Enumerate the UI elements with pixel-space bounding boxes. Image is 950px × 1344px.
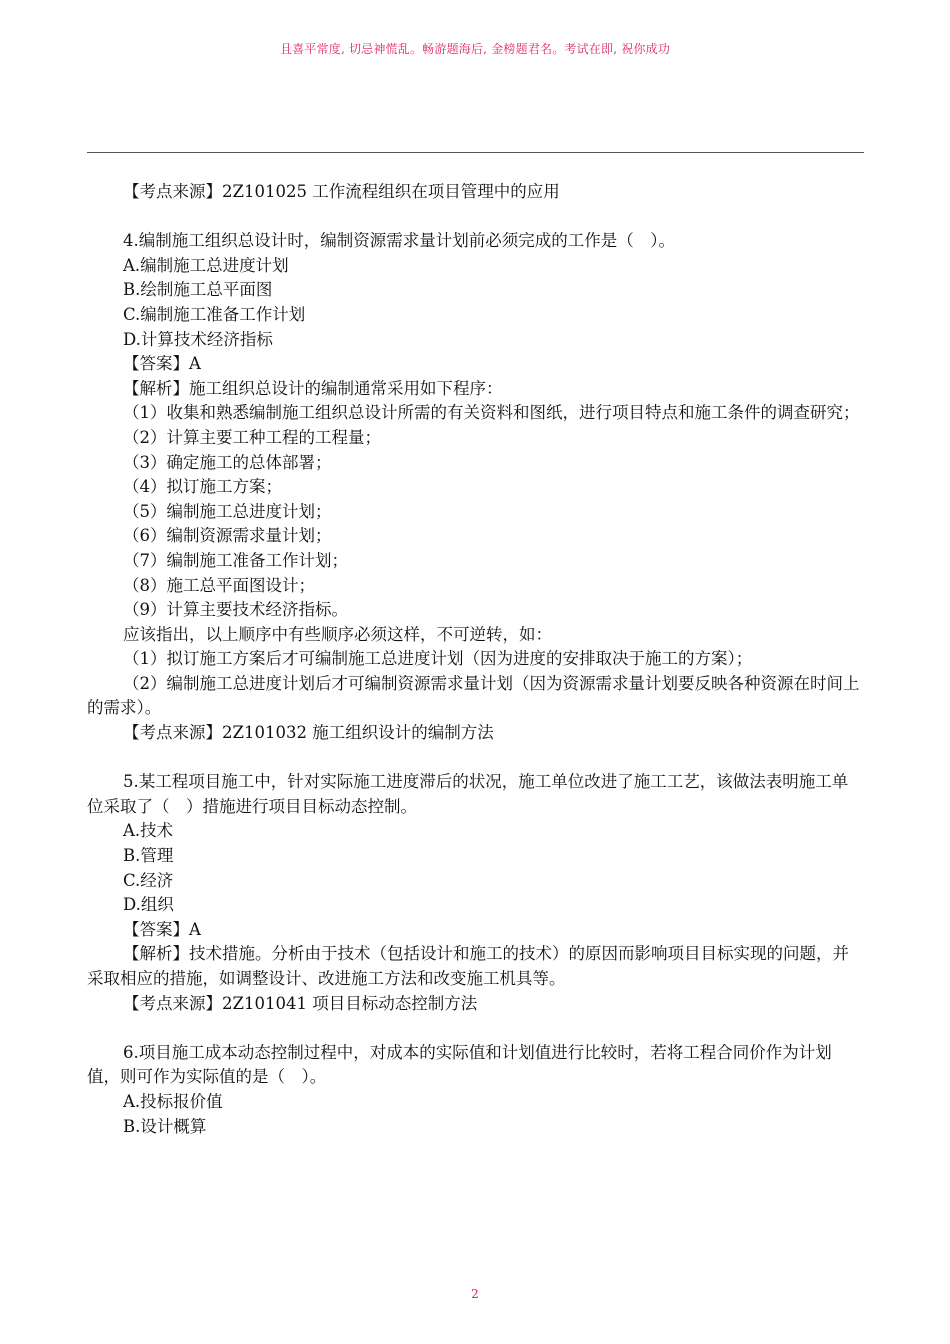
- q4-answer: 【答案】A: [123, 354, 201, 374]
- spacer: [87, 205, 864, 230]
- q4-step-5: （5）编制施工总进度计划；: [123, 501, 332, 521]
- q4-question: 4.编制施工组织总设计时，编制资源需求量计划前必须完成的工作是（ ）。: [123, 231, 675, 251]
- header-motto: 且喜平常度, 切忌神慌乱。畅游题海后, 金榜题君名。考试在即, 祝你成功: [279, 42, 671, 56]
- q5-option-c: C.经济: [123, 870, 174, 890]
- q4-source: 【考点来源】2Z101032 施工组织设计的编制方法: [123, 723, 494, 743]
- q4-option-a: A.编制施工总进度计划: [123, 255, 289, 275]
- q5-analysis: 【解析】技术措施。分析由于技术（包括设计和施工的技术）的原因而影响项目目标实现的问题，并采取相应的措施，如调整设计、改进施工方法和改变施工机具等。: [87, 944, 849, 988]
- q4-step-4: （4）拟订施工方案；: [123, 477, 282, 497]
- q4-step-9: （9）计算主要技术经济指标。: [123, 600, 348, 620]
- q4-option-b: B.绘制施工总平面图: [123, 280, 273, 300]
- page-content: [87, 180, 864, 1139]
- q6-option-b: B.设计概算: [123, 1116, 207, 1136]
- spacer: [87, 1016, 864, 1041]
- q6-question: 6.项目施工成本动态控制过程中，对成本的实际值和计划值进行比较时，若将工程合同价作为计划值，则可作为实际值的是（ ）。: [87, 1042, 832, 1087]
- q4-option-c: C.编制施工准备工作计划: [123, 304, 306, 324]
- q5-answer: 【答案】A: [123, 919, 201, 939]
- q4-step-6: （6）编制资源需求量计划；: [123, 526, 332, 546]
- q4-note-1: （1）拟订施工方案后才可编制施工总进度计划（因为进度的安排取决于施工的方案）；: [123, 649, 753, 669]
- spacer: [87, 746, 864, 771]
- q3-source: 【考点来源】2Z101025 工作流程组织在项目管理中的应用: [123, 182, 560, 201]
- q6-option-a: A.投标报价值: [123, 1091, 223, 1111]
- header-rule: [87, 152, 864, 153]
- q4-option-d: D.计算技术经济指标: [123, 329, 273, 349]
- q4-step-8: （8）施工总平面图设计；: [123, 575, 315, 595]
- q4-analysis: 【解析】施工组织总设计的编制通常采用如下程序：: [123, 378, 503, 398]
- q4-step-2: （2）计算主要工种工程的工程量；: [123, 427, 381, 447]
- q4-step-7: （7）编制施工准备工作计划；: [123, 550, 348, 570]
- q4-step-1: （1）收集和熟悉编制施工组织总设计所需的有关资料和图纸，进行项目特点和施工条件的调查研究；: [123, 403, 860, 423]
- page-number: 2: [471, 1287, 479, 1301]
- q4-note-2: （2）编制施工总进度计划后才可编制资源需求量计划（因为资源需求量计划要反映各种资源在时间上的需求）。: [87, 673, 860, 718]
- q5-option-d: D.组织: [123, 895, 174, 915]
- q4-note: 应该指出，以上顺序中有些顺序必须这样，不可逆转，如：: [123, 624, 552, 644]
- q5-option-a: A.技术: [123, 821, 174, 841]
- q5-source: 【考点来源】2Z101041 项目目标动态控制方法: [123, 993, 478, 1013]
- q5-question: 5.某工程项目施工中，针对实际施工进度滞后的状况，施工单位改进了施工工艺，该做法表明施工单位采取了（ ）措施进行项目目标动态控制。: [87, 772, 849, 816]
- q5-option-b: B.管理: [123, 846, 174, 866]
- q4-step-3: （3）确定施工的总体部署；: [123, 452, 332, 472]
